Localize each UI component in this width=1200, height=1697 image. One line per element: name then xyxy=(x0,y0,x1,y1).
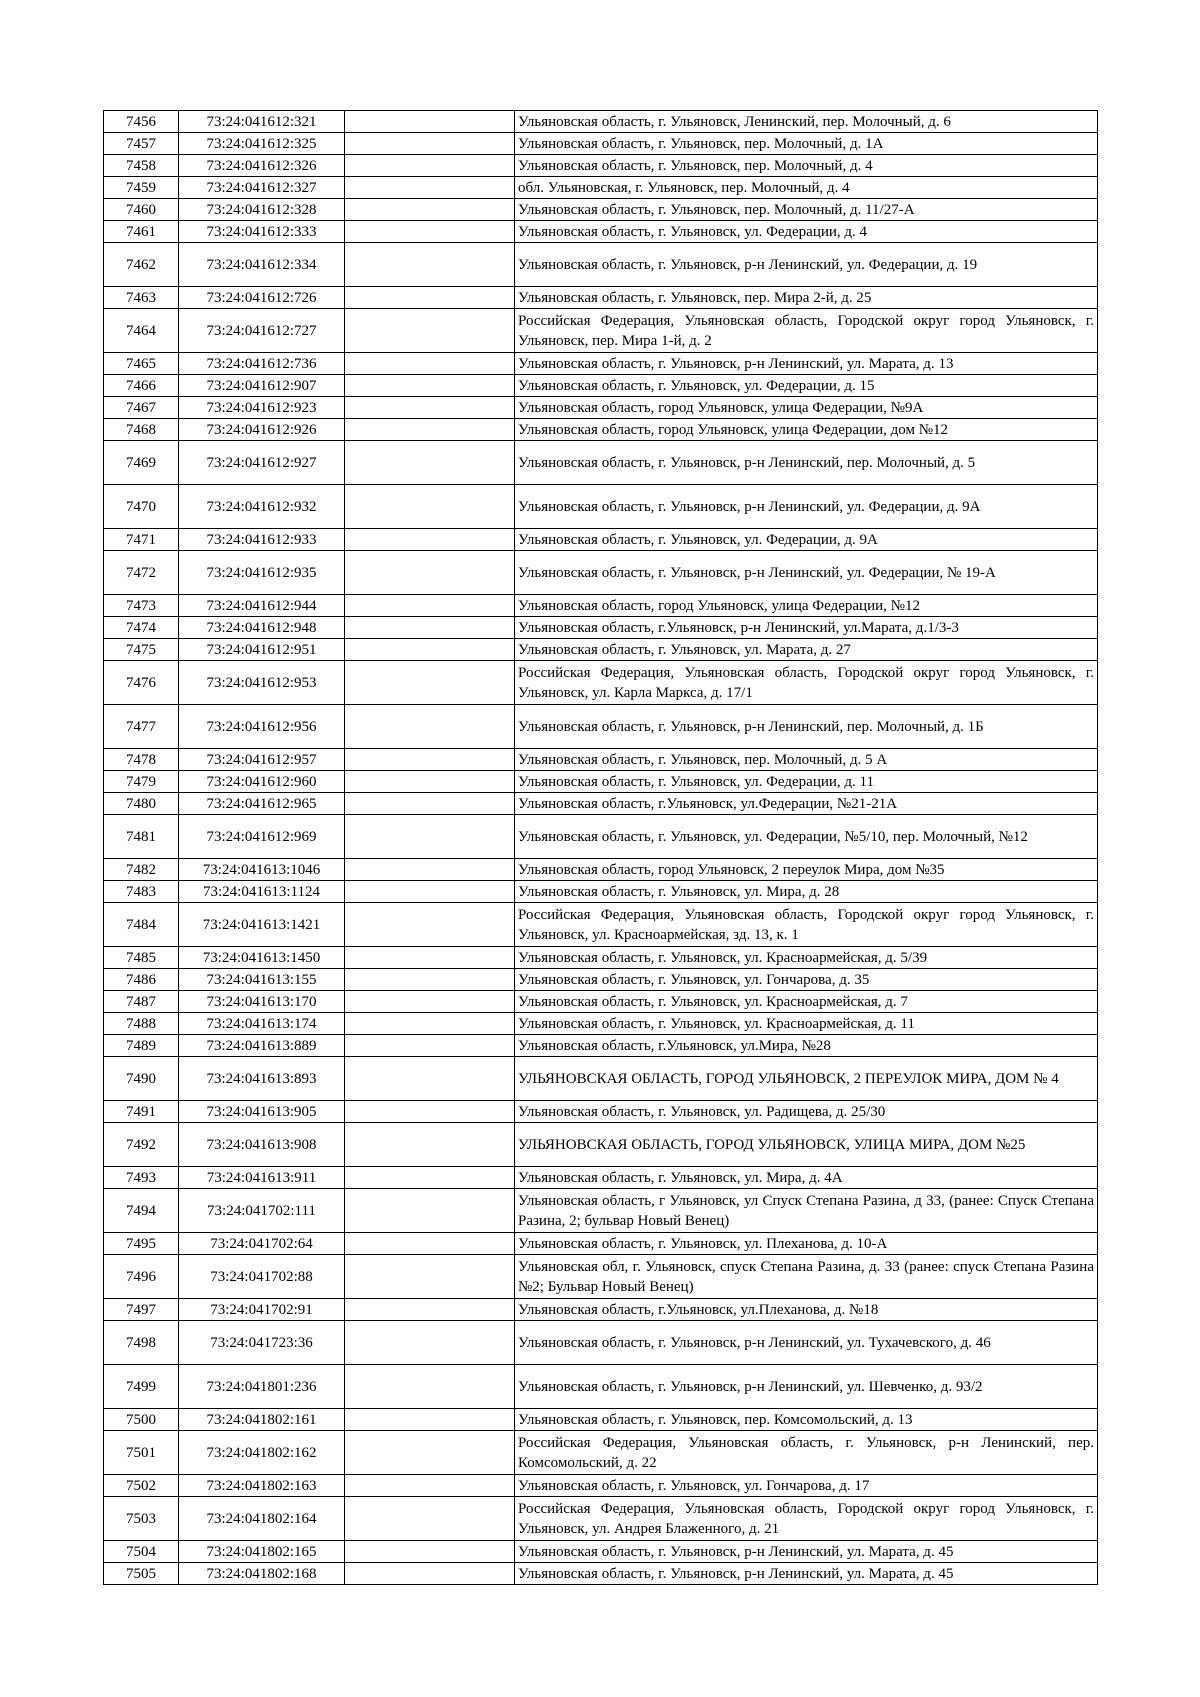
registry-table-body xyxy=(104,111,1098,1585)
address-cell: Ульяновская область, г. Ульяновск, ул. Плеханова, д. 10-А xyxy=(515,1233,1098,1255)
row-number-cell: 7485 xyxy=(104,947,179,969)
row-number-cell: 7498 xyxy=(104,1321,179,1365)
table-row xyxy=(104,1497,1098,1541)
table-row xyxy=(104,1233,1098,1255)
empty-cell xyxy=(345,1321,515,1365)
cadastral-number-cell: 73:24:041613:911 xyxy=(179,1167,345,1189)
table-row xyxy=(104,1409,1098,1431)
address-cell: Ульяновская область, г. Ульяновск, р-н Ленинский, ул. Марата, д. 45 xyxy=(515,1563,1098,1585)
empty-cell xyxy=(345,1167,515,1189)
empty-cell xyxy=(345,639,515,661)
table-row xyxy=(104,1189,1098,1233)
address-cell: Ульяновская область, г. Ульяновск, р-н Ленинский, пер. Молочный, д. 5 xyxy=(515,441,1098,485)
cadastral-number-cell: 73:24:041612:951 xyxy=(179,639,345,661)
address-cell: Ульяновская область, г. Ульяновск, пер. Мира 2-й, д. 25 xyxy=(515,287,1098,309)
row-number-cell: 7458 xyxy=(104,155,179,177)
cadastral-number-cell: 73:24:041613:1421 xyxy=(179,903,345,947)
empty-cell xyxy=(345,133,515,155)
table-row xyxy=(104,287,1098,309)
cadastral-number-cell: 73:24:041612:325 xyxy=(179,133,345,155)
address-cell: Ульяновская область, г. Ульяновск, ул. Гончарова, д. 35 xyxy=(515,969,1098,991)
cadastral-number-cell: 73:24:041802:168 xyxy=(179,1563,345,1585)
table-row xyxy=(104,221,1098,243)
cadastral-number-cell: 73:24:041612:327 xyxy=(179,177,345,199)
table-row xyxy=(104,375,1098,397)
empty-cell xyxy=(345,1255,515,1299)
cadastral-number-cell: 73:24:041612:965 xyxy=(179,793,345,815)
row-number-cell: 7457 xyxy=(104,133,179,155)
table-row xyxy=(104,1299,1098,1321)
row-number-cell: 7499 xyxy=(104,1365,179,1409)
address-cell: Ульяновская область, г.Ульяновск, ул.Мира, №28 xyxy=(515,1035,1098,1057)
address-cell: обл. Ульяновская, г. Ульяновск, пер. Молочный, д. 4 xyxy=(515,177,1098,199)
address-cell: Ульяновская область, г. Ульяновск, ул. Гончарова, д. 17 xyxy=(515,1475,1098,1497)
row-number-cell: 7503 xyxy=(104,1497,179,1541)
row-number-cell: 7468 xyxy=(104,419,179,441)
cadastral-number-cell: 73:24:041612:932 xyxy=(179,485,345,529)
address-cell: УЛЬЯНОВСКАЯ ОБЛАСТЬ, ГОРОД УЛЬЯНОВСК, 2 ПЕРЕУЛОК МИРА, ДОМ № 4 xyxy=(515,1057,1098,1101)
cadastral-number-cell: 73:24:041612:957 xyxy=(179,749,345,771)
cadastral-number-cell: 73:24:041612:333 xyxy=(179,221,345,243)
table-row xyxy=(104,771,1098,793)
table-row xyxy=(104,1563,1098,1585)
table-row xyxy=(104,1167,1098,1189)
empty-cell xyxy=(345,771,515,793)
row-number-cell: 7456 xyxy=(104,111,179,133)
row-number-cell: 7481 xyxy=(104,815,179,859)
row-number-cell: 7459 xyxy=(104,177,179,199)
cadastral-number-cell: 73:24:041612:927 xyxy=(179,441,345,485)
cadastral-number-cell: 73:24:041702:111 xyxy=(179,1189,345,1233)
cadastral-number-cell: 73:24:041612:321 xyxy=(179,111,345,133)
empty-cell xyxy=(345,243,515,287)
address-cell: Ульяновская область, г. Ульяновск, пер. Молочный, д. 5 А xyxy=(515,749,1098,771)
cadastral-number-cell: 73:24:041612:727 xyxy=(179,309,345,353)
table-row xyxy=(104,353,1098,375)
address-cell: Ульяновская область, г Ульяновск, ул Спуск Степана Разина, д 33, (ранее: Спуск Степана Разина, 2; бульвар Новый Венец) xyxy=(515,1189,1098,1233)
cadastral-number-cell: 73:24:041613:174 xyxy=(179,1013,345,1035)
cadastral-number-cell: 73:24:041612:956 xyxy=(179,705,345,749)
row-number-cell: 7490 xyxy=(104,1057,179,1101)
empty-cell xyxy=(345,859,515,881)
cadastral-number-cell: 73:24:041612:926 xyxy=(179,419,345,441)
empty-cell xyxy=(345,309,515,353)
empty-cell xyxy=(345,1057,515,1101)
row-number-cell: 7475 xyxy=(104,639,179,661)
row-number-cell: 7494 xyxy=(104,1189,179,1233)
empty-cell xyxy=(345,397,515,419)
cadastral-number-cell: 73:24:041613:893 xyxy=(179,1057,345,1101)
row-number-cell: 7470 xyxy=(104,485,179,529)
table-row xyxy=(104,881,1098,903)
empty-cell xyxy=(345,1563,515,1585)
row-number-cell: 7462 xyxy=(104,243,179,287)
address-cell: Ульяновская область, г. Ульяновск, ул. Федерации, д. 11 xyxy=(515,771,1098,793)
row-number-cell: 7472 xyxy=(104,551,179,595)
row-number-cell: 7478 xyxy=(104,749,179,771)
table-row xyxy=(104,1101,1098,1123)
cadastral-number-cell: 73:24:041613:1124 xyxy=(179,881,345,903)
address-cell: Ульяновская область, г.Ульяновск, ул.Федерации, №21-21А xyxy=(515,793,1098,815)
empty-cell xyxy=(345,1013,515,1035)
address-cell: Ульяновская область, г. Ульяновск, р-н Ленинский, пер. Молочный, д. 1Б xyxy=(515,705,1098,749)
empty-cell xyxy=(345,529,515,551)
row-number-cell: 7461 xyxy=(104,221,179,243)
address-cell: Ульяновская область, г. Ульяновск, пер. Молочный, д. 1А xyxy=(515,133,1098,155)
table-row xyxy=(104,1013,1098,1035)
empty-cell xyxy=(345,353,515,375)
cadastral-number-cell: 73:24:041612:726 xyxy=(179,287,345,309)
empty-cell xyxy=(345,287,515,309)
address-cell: УЛЬЯНОВСКАЯ ОБЛАСТЬ, ГОРОД УЛЬЯНОВСК, УЛИЦА МИРА, ДОМ №25 xyxy=(515,1123,1098,1167)
row-number-cell: 7473 xyxy=(104,595,179,617)
row-number-cell: 7476 xyxy=(104,661,179,705)
row-number-cell: 7477 xyxy=(104,705,179,749)
table-row xyxy=(104,419,1098,441)
empty-cell xyxy=(345,705,515,749)
table-row xyxy=(104,1541,1098,1563)
cadastral-number-cell: 73:24:041702:88 xyxy=(179,1255,345,1299)
cadastral-number-cell: 73:24:041613:170 xyxy=(179,991,345,1013)
address-cell: Ульяновская обл, г. Ульяновск, спуск Степана Разина, д. 33 (ранее: спуск Степана Разина №2; Бульвар Новый Венец) xyxy=(515,1255,1098,1299)
cadastral-number-cell: 73:24:041612:907 xyxy=(179,375,345,397)
row-number-cell: 7467 xyxy=(104,397,179,419)
table-row xyxy=(104,793,1098,815)
cadastral-number-cell: 73:24:041613:889 xyxy=(179,1035,345,1057)
row-number-cell: 7466 xyxy=(104,375,179,397)
address-cell: Ульяновская область, г. Ульяновск, ул. Красноармейская, д. 11 xyxy=(515,1013,1098,1035)
address-cell: Ульяновская область, г. Ульяновск, пер. Молочный, д. 11/27-А xyxy=(515,199,1098,221)
row-number-cell: 7497 xyxy=(104,1299,179,1321)
address-cell: Ульяновская область, город Ульяновск, улица Федерации, №12 xyxy=(515,595,1098,617)
empty-cell xyxy=(345,1233,515,1255)
address-cell: Ульяновская область, г. Ульяновск, ул. Федерации, д. 4 xyxy=(515,221,1098,243)
cadastral-number-cell: 73:24:041802:161 xyxy=(179,1409,345,1431)
cadastral-number-cell: 73:24:041612:953 xyxy=(179,661,345,705)
address-cell: Ульяновская область, г.Ульяновск, р-н Ленинский, ул.Марата, д.1/3-3 xyxy=(515,617,1098,639)
empty-cell xyxy=(345,221,515,243)
empty-cell xyxy=(345,1475,515,1497)
table-row xyxy=(104,529,1098,551)
address-cell: Ульяновская область, г. Ульяновск, р-н Ленинский, ул. Марата, д. 45 xyxy=(515,1541,1098,1563)
row-number-cell: 7460 xyxy=(104,199,179,221)
row-number-cell: 7483 xyxy=(104,881,179,903)
table-row xyxy=(104,595,1098,617)
empty-cell xyxy=(345,1431,515,1475)
address-cell: Российская Федерация, Ульяновская область, Городской округ город Ульяновск, г. Ульяновск, пер. Мира 1-й, д. 2 xyxy=(515,309,1098,353)
row-number-cell: 7484 xyxy=(104,903,179,947)
row-number-cell: 7489 xyxy=(104,1035,179,1057)
table-row xyxy=(104,661,1098,705)
row-number-cell: 7502 xyxy=(104,1475,179,1497)
address-cell: Ульяновская область, г. Ульяновск, р-н Ленинский, ул. Федерации, д. 19 xyxy=(515,243,1098,287)
cadastral-number-cell: 73:24:041613:908 xyxy=(179,1123,345,1167)
table-row xyxy=(104,309,1098,353)
row-number-cell: 7505 xyxy=(104,1563,179,1585)
table-row xyxy=(104,1035,1098,1057)
empty-cell xyxy=(345,1299,515,1321)
empty-cell xyxy=(345,1101,515,1123)
address-cell: Российская Федерация, Ульяновская область, Городской округ город Ульяновск, г. Ульяновск, ул. Андрея Блаженного, д. 21 xyxy=(515,1497,1098,1541)
empty-cell xyxy=(345,881,515,903)
cadastral-number-cell: 73:24:041613:1450 xyxy=(179,947,345,969)
address-cell: Ульяновская область, г. Ульяновск, пер. Молочный, д. 4 xyxy=(515,155,1098,177)
table-row xyxy=(104,111,1098,133)
table-row xyxy=(104,551,1098,595)
cadastral-number-cell: 73:24:041802:163 xyxy=(179,1475,345,1497)
cadastral-number-cell: 73:24:041612:328 xyxy=(179,199,345,221)
empty-cell xyxy=(345,1123,515,1167)
address-cell: Ульяновская область, город Ульяновск, 2 переулок Мира, дом №35 xyxy=(515,859,1098,881)
row-number-cell: 7464 xyxy=(104,309,179,353)
row-number-cell: 7469 xyxy=(104,441,179,485)
address-cell: Ульяновская область, г. Ульяновск, р-н Ленинский, ул. Шевченко, д. 93/2 xyxy=(515,1365,1098,1409)
row-number-cell: 7486 xyxy=(104,969,179,991)
cadastral-number-cell: 73:24:041613:905 xyxy=(179,1101,345,1123)
cadastral-number-cell: 73:24:041612:923 xyxy=(179,397,345,419)
row-number-cell: 7487 xyxy=(104,991,179,1013)
empty-cell xyxy=(345,595,515,617)
address-cell: Российская Федерация, Ульяновская область, Городской округ город Ульяновск, г. Ульяновск, ул. Карла Маркса, д. 17/1 xyxy=(515,661,1098,705)
empty-cell xyxy=(345,551,515,595)
cadastral-number-cell: 73:24:041723:36 xyxy=(179,1321,345,1365)
table-row xyxy=(104,1123,1098,1167)
empty-cell xyxy=(345,793,515,815)
address-cell: Российская Федерация, Ульяновская область, г. Ульяновск, р-н Ленинский, пер. Комсомольский, д. 22 xyxy=(515,1431,1098,1475)
cadastral-number-cell: 73:24:041802:164 xyxy=(179,1497,345,1541)
address-cell: Ульяновская область, г. Ульяновск, р-н Ленинский, ул. Тухачевского, д. 46 xyxy=(515,1321,1098,1365)
address-cell: Ульяновская область, г.Ульяновск, ул.Плеханова, д. №18 xyxy=(515,1299,1098,1321)
row-number-cell: 7474 xyxy=(104,617,179,639)
cadastral-number-cell: 73:24:041612:944 xyxy=(179,595,345,617)
row-number-cell: 7492 xyxy=(104,1123,179,1167)
address-cell: Ульяновская область, г. Ульяновск, р-н Ленинский, ул. Федерации, д. 9А xyxy=(515,485,1098,529)
empty-cell xyxy=(345,661,515,705)
address-cell: Ульяновская область, г. Ульяновск, ул. Федерации, д. 9А xyxy=(515,529,1098,551)
empty-cell xyxy=(345,947,515,969)
row-number-cell: 7491 xyxy=(104,1101,179,1123)
address-cell: Ульяновская область, г. Ульяновск, ул. Федерации, д. 15 xyxy=(515,375,1098,397)
table-row xyxy=(104,243,1098,287)
table-row xyxy=(104,991,1098,1013)
empty-cell xyxy=(345,903,515,947)
table-row xyxy=(104,1321,1098,1365)
row-number-cell: 7482 xyxy=(104,859,179,881)
empty-cell xyxy=(345,1365,515,1409)
empty-cell xyxy=(345,1035,515,1057)
cadastral-number-cell: 73:24:041702:64 xyxy=(179,1233,345,1255)
address-cell: Ульяновская область, г. Ульяновск, ул. Мира, д. 4А xyxy=(515,1167,1098,1189)
address-cell: Ульяновская область, г. Ульяновск, р-н Ленинский, ул. Федерации, № 19-А xyxy=(515,551,1098,595)
table-row xyxy=(104,1365,1098,1409)
address-cell: Ульяновская область, г. Ульяновск, р-н Ленинский, ул. Марата, д. 13 xyxy=(515,353,1098,375)
cadastral-number-cell: 73:24:041612:326 xyxy=(179,155,345,177)
address-cell: Ульяновская область, г. Ульяновск, ул. Мира, д. 28 xyxy=(515,881,1098,903)
table-row xyxy=(104,749,1098,771)
address-cell: Ульяновская область, г. Ульяновск, ул. Красноармейская, д. 7 xyxy=(515,991,1098,1013)
row-number-cell: 7493 xyxy=(104,1167,179,1189)
table-row xyxy=(104,1255,1098,1299)
cadastral-number-cell: 73:24:041613:1046 xyxy=(179,859,345,881)
table-row xyxy=(104,1431,1098,1475)
table-row xyxy=(104,705,1098,749)
cadastral-number-cell: 73:24:041613:155 xyxy=(179,969,345,991)
row-number-cell: 7500 xyxy=(104,1409,179,1431)
cadastral-number-cell: 73:24:041612:948 xyxy=(179,617,345,639)
cadastral-number-cell: 73:24:041612:960 xyxy=(179,771,345,793)
table-row xyxy=(104,859,1098,881)
address-cell: Ульяновская область, г. Ульяновск, пер. Комсомольский, д. 13 xyxy=(515,1409,1098,1431)
row-number-cell: 7501 xyxy=(104,1431,179,1475)
empty-cell xyxy=(345,1541,515,1563)
cadastral-number-cell: 73:24:041802:162 xyxy=(179,1431,345,1475)
address-cell: Ульяновская область, город Ульяновск, улица Федерации, №9А xyxy=(515,397,1098,419)
row-number-cell: 7463 xyxy=(104,287,179,309)
row-number-cell: 7465 xyxy=(104,353,179,375)
table-row xyxy=(104,1057,1098,1101)
table-row xyxy=(104,815,1098,859)
table-row xyxy=(104,155,1098,177)
cadastral-number-cell: 73:24:041612:334 xyxy=(179,243,345,287)
cadastral-number-cell: 73:24:041612:933 xyxy=(179,529,345,551)
registry-table xyxy=(103,110,1098,1585)
empty-cell xyxy=(345,111,515,133)
row-number-cell: 7488 xyxy=(104,1013,179,1035)
table-row xyxy=(104,177,1098,199)
table-row xyxy=(104,639,1098,661)
table-row xyxy=(104,397,1098,419)
empty-cell xyxy=(345,441,515,485)
table-row xyxy=(104,1475,1098,1497)
cadastral-number-cell: 73:24:041802:165 xyxy=(179,1541,345,1563)
address-cell: Ульяновская область, г. Ульяновск, ул. Красноармейская, д. 5/39 xyxy=(515,947,1098,969)
empty-cell xyxy=(345,419,515,441)
table-row xyxy=(104,441,1098,485)
cadastral-number-cell: 73:24:041612:935 xyxy=(179,551,345,595)
row-number-cell: 7504 xyxy=(104,1541,179,1563)
table-row xyxy=(104,969,1098,991)
empty-cell xyxy=(345,199,515,221)
address-cell: Ульяновская область, город Ульяновск, улица Федерации, дом №12 xyxy=(515,419,1098,441)
table-row xyxy=(104,133,1098,155)
address-cell: Российская Федерация, Ульяновская область, Городской округ город Ульяновск, г. Ульяновск, ул. Красноармейская, зд. 13, к. 1 xyxy=(515,903,1098,947)
empty-cell xyxy=(345,969,515,991)
row-number-cell: 7479 xyxy=(104,771,179,793)
empty-cell xyxy=(345,815,515,859)
row-number-cell: 7495 xyxy=(104,1233,179,1255)
cadastral-number-cell: 73:24:041702:91 xyxy=(179,1299,345,1321)
table-row xyxy=(104,947,1098,969)
address-cell: Ульяновская область, г. Ульяновск, ул. Радищева, д. 25/30 xyxy=(515,1101,1098,1123)
address-cell: Ульяновская область, г. Ульяновск, Ленинский, пер. Молочный, д. 6 xyxy=(515,111,1098,133)
address-cell: Ульяновская область, г. Ульяновск, ул. Федерации, №5/10, пер. Молочный, №12 xyxy=(515,815,1098,859)
row-number-cell: 7480 xyxy=(104,793,179,815)
table-row xyxy=(104,617,1098,639)
empty-cell xyxy=(345,617,515,639)
empty-cell xyxy=(345,485,515,529)
empty-cell xyxy=(345,991,515,1013)
row-number-cell: 7471 xyxy=(104,529,179,551)
cadastral-number-cell: 73:24:041612:736 xyxy=(179,353,345,375)
empty-cell xyxy=(345,1409,515,1431)
cadastral-number-cell: 73:24:041801:236 xyxy=(179,1365,345,1409)
empty-cell xyxy=(345,1189,515,1233)
table-row xyxy=(104,903,1098,947)
address-cell: Ульяновская область, г. Ульяновск, ул. Марата, д. 27 xyxy=(515,639,1098,661)
cadastral-number-cell: 73:24:041612:969 xyxy=(179,815,345,859)
empty-cell xyxy=(345,177,515,199)
row-number-cell: 7496 xyxy=(104,1255,179,1299)
empty-cell xyxy=(345,749,515,771)
table-row xyxy=(104,199,1098,221)
empty-cell xyxy=(345,375,515,397)
table-row xyxy=(104,485,1098,529)
empty-cell xyxy=(345,1497,515,1541)
empty-cell xyxy=(345,155,515,177)
